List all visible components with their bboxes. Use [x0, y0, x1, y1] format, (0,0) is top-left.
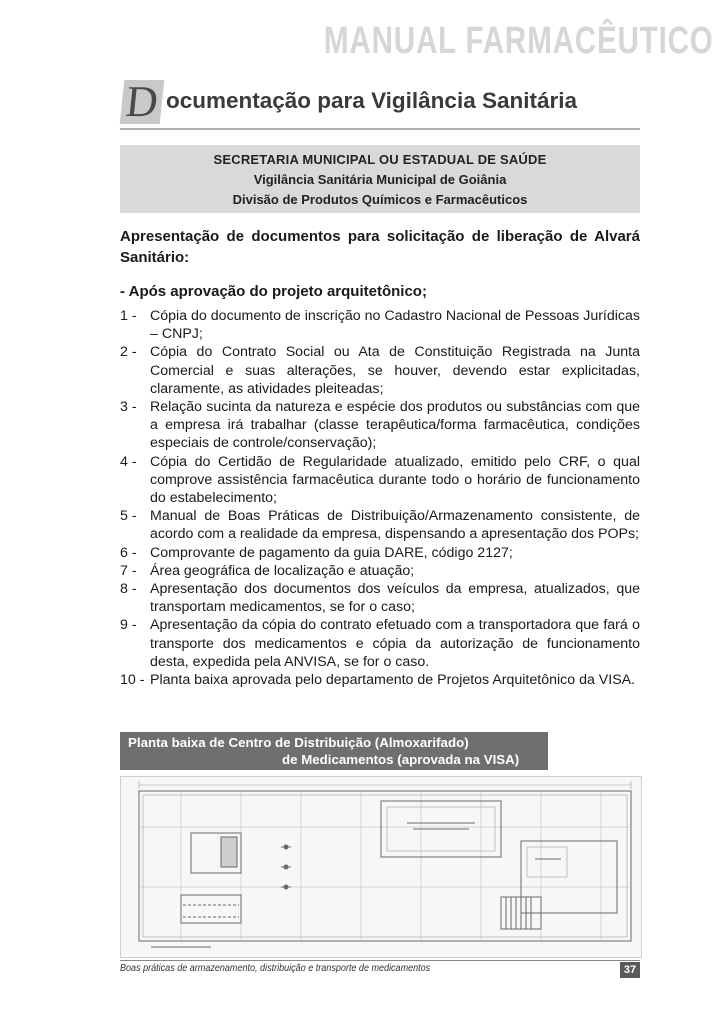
- list-item-number: 6 -: [120, 544, 137, 561]
- list-item-number: 7 -: [120, 562, 137, 579]
- list-item: [120, 453, 640, 508]
- list-item-text: Cópia do Contrato Social ou Ata de Constituição Registrada na Junta Comercial e suas alterações, se houver, devendo estar explicitadas, claramente, as atividades pleiteadas;: [150, 344, 640, 397]
- list-item-number: 9 -: [120, 617, 137, 634]
- list-item: [120, 671, 640, 689]
- agency-line-secretaria: SECRETARIA MUNICIPAL OU ESTADUAL DE SAÚDE: [213, 152, 547, 167]
- list-item-text: Planta baixa aprovada pelo departamento de Projetos Arquitetônico da VISA.: [150, 672, 636, 689]
- title-underline: [120, 128, 640, 130]
- document-list: [120, 307, 640, 689]
- floor-plan-caption: [120, 732, 548, 770]
- floor-plan-caption-line1: Planta baixa de Centro de Distribuição (Almoxarifado): [128, 735, 469, 750]
- page-number: 37: [620, 962, 640, 978]
- list-item-number: 10 -: [120, 672, 145, 689]
- agency-line-vigilancia: Vigilância Sanitária Municipal de Goiânia: [253, 172, 507, 187]
- title-dropcap: D: [120, 80, 165, 124]
- list-item-text: Cópia do documento de inscrição no Cadastro Nacional de Pessoas Jurídicas – CNPJ;: [150, 308, 640, 343]
- list-item-number: 8 -: [120, 581, 137, 598]
- list-item: [120, 580, 640, 616]
- footer-rule: [120, 960, 640, 961]
- agency-header-box: [120, 145, 640, 213]
- list-item-text: Manual de Boas Práticas de Distribuição/Armazenamento consistente, de acordo com a realidade da empresa, dispensando a apresentação dos POPs;: [150, 508, 640, 543]
- list-item-text: Cópia do Certidão de Regularidade atualizado, emitido pelo CRF, o qual comprove assistência farmacêutica durante todo o horário de funcionamento do estabelecimento;: [150, 453, 640, 507]
- section-title: [120, 78, 640, 132]
- list-item-number: 3 -: [120, 399, 137, 416]
- list-item-text: Área geográfica de localização e atuação;: [150, 562, 415, 579]
- list-item-text: Apresentação dos documentos dos veículos da empresa, atualizados, que transportam medicamentos, se for o caso;: [150, 581, 640, 616]
- list-item-number: 2 -: [120, 344, 137, 361]
- agency-line-divisao: Divisão de Produtos Químicos e Farmacêuticos: [232, 192, 528, 207]
- footer-running-title: Boas práticas de armazenamento, distribuição e transporte de medicamentos: [120, 962, 431, 974]
- list-item: [120, 616, 640, 671]
- list-item: [120, 544, 640, 562]
- subheading: - Após aprovação do projeto arquitetônico;: [120, 283, 427, 300]
- manual-watermark: MANUAL FARMACÊUTICO: [324, 20, 714, 62]
- list-item-number: 5 -: [120, 508, 137, 525]
- list-item: [120, 343, 640, 398]
- title-text: ocumentação para Vigilância Sanitária: [166, 88, 577, 113]
- floor-plan-caption-line2: de Medicamentos (aprovada na VISA): [282, 752, 520, 767]
- floor-plan-drawing: [120, 776, 642, 958]
- list-item-text: Comprovante de pagamento da guia DARE, código 2127;: [150, 544, 513, 561]
- floor-plan-illustration: [121, 777, 641, 957]
- list-item-number: 1 -: [120, 308, 137, 324]
- list-item-number: 4 -: [120, 453, 137, 470]
- list-item: [120, 562, 640, 580]
- intro-paragraph: Apresentação de documentos para solicitação de liberação de Alvará Sanitário:: [120, 228, 640, 266]
- list-item: [120, 398, 640, 453]
- list-item: [120, 307, 640, 343]
- list-item: [120, 507, 640, 543]
- list-item-text: Apresentação da cópia do contrato efetuado com a transportadora que fará o transporte dos medicamentos e cópia da autorização de funcionamento desta, expedida pela ANVISA, se for o caso.: [150, 617, 640, 670]
- list-item-text: Relação sucinta da natureza e espécie dos produtos ou substâncias com que a empresa irá trabalhar (classe terapêutica/forma farmacêutica, condições especiais de controle/conservação);: [150, 399, 640, 452]
